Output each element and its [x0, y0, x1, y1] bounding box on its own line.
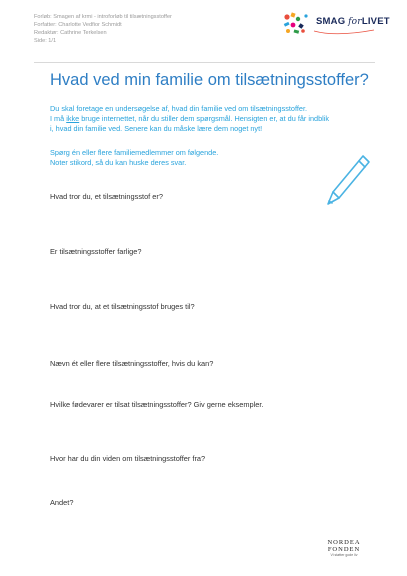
question-7: Andet? — [50, 498, 74, 507]
footer-logo-tagline: Vi støtter gode liv — [330, 553, 358, 557]
footer-logo-line-1: NORDEA — [327, 539, 361, 546]
question-5: Hvilke fødevarer er tilsat tilsætningsstoffer? Giv gerne eksempler. — [50, 400, 264, 409]
intro-line-2-end: bruge internettet, når du stiller dem spørgsmål. Hensigten er, at du får indblik — [79, 114, 330, 123]
pencil-icon — [323, 150, 373, 210]
header-divider — [34, 62, 375, 63]
page-title: Hvad ved min familie om tilsætningsstoffer? — [50, 71, 369, 89]
meta-page: Side: 1/1 — [34, 38, 57, 44]
question-1: Hvad tror du, et tilsætningsstof er? — [50, 192, 163, 201]
logo-wordmark — [316, 16, 390, 27]
question-3: Hvad tror du, at et tilsætningsstof bruges til? — [50, 302, 195, 311]
instructions-line-1: Spørg én eller flere familiemedlemmer om følgende. — [50, 148, 219, 157]
instructions-line-2: Noter stikord, så du kan huske deres svar. — [50, 158, 187, 167]
question-6: Hvor har du din viden om tilsætningsstoffer fra? — [50, 454, 206, 463]
meta-editor: Redaktør: Cathrine Terkelsen — [34, 30, 107, 36]
logo-word-for: for — [348, 17, 362, 27]
logo-word-livet: LIVET — [361, 16, 390, 27]
meta-author: Forfatter: Charlotte Vedfior Schmidt — [34, 22, 122, 28]
intro-line-2-start: I må — [50, 114, 67, 123]
intro-paragraph — [50, 104, 370, 134]
question-4: Nævn ét eller flere tilsætningsstoffer, hvis du kan? — [50, 359, 214, 368]
intro-line-3: i, hvad din familie ved. Senere kan du måske lære dem noget nyt! — [50, 124, 263, 133]
document-meta — [34, 13, 172, 45]
nordea-fonden-logo — [324, 539, 364, 558]
footer-logo-line-2: FONDEN — [327, 546, 361, 553]
intro-line-1: Du skal foretage en undersøgelse af, hvad din familie ved om tilsætningsstoffer. — [50, 104, 308, 113]
question-2: Er tilsætningsstoffer farlige? — [50, 247, 142, 256]
meta-course: Forløb: Smagen af krmi - introforløb til tilsætningsstoffer — [34, 14, 172, 20]
intro-line-2 — [50, 114, 370, 124]
instructions-paragraph — [50, 148, 370, 168]
intro-underlined-word: ikke — [66, 114, 80, 123]
logo-word-smag: SMAG — [316, 16, 346, 27]
